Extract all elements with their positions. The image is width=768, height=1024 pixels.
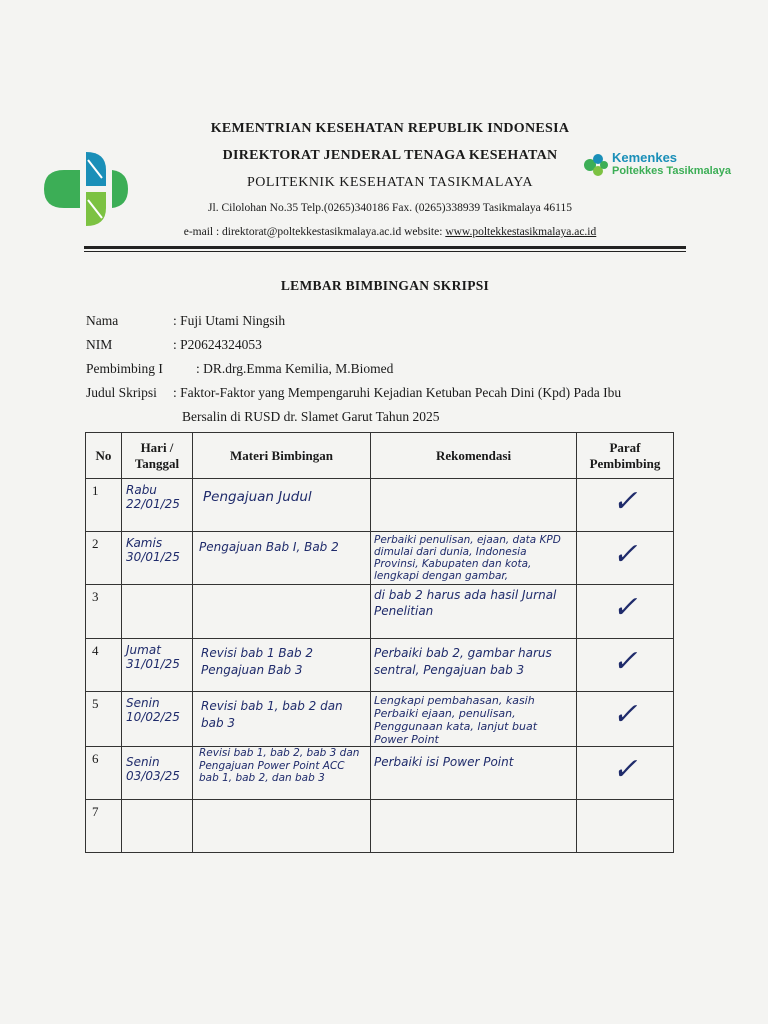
col-header-tanggal: Hari / Tanggal (122, 433, 193, 479)
row-rekomendasi: Perbaiki penulisan, ejaan, data KPD dimulai dari dunia, Indonesia Provinsi, Kabupaten dan kota, lengkapi dengan gambar, (371, 532, 577, 585)
signature-mark: ✓ (577, 585, 674, 639)
row-materi (193, 800, 371, 853)
signature-mark (577, 800, 674, 853)
signature-mark: ✓ (577, 747, 674, 800)
field-value-judul-cont: Bersalin di RUSD dr. Slamet Garut Tahun 2025 (182, 409, 440, 424)
row-rekomendasi: Perbaiki bab 2, gambar harus sentral, Pengajuan bab 3 (371, 639, 577, 692)
guidance-table (85, 432, 674, 853)
row-materi: Revisi bab 1 Bab 2 Pengajuan Bab 3 (193, 639, 371, 692)
row-number: 6 (86, 747, 122, 800)
kemenkes-small-logo-icon (582, 152, 608, 178)
signature-mark: ✓ (577, 532, 674, 585)
field-value-judul: : Faktor-Faktor yang Mempengaruhi Kejadian Ketuban Pecah Dini (Kpd) Pada Ibu (173, 385, 622, 400)
field-label-pembimbing: Pembimbing I (86, 361, 163, 376)
document-title: LEMBAR BIMBINGAN SKRIPSI (280, 278, 490, 293)
row-date (122, 800, 193, 853)
row-date: Kamis 30/01/25 (122, 532, 193, 585)
row-rekomendasi: Perbaiki isi Power Point (371, 747, 577, 800)
row-rekomendasi (371, 800, 577, 853)
signature-mark: ✓ (577, 692, 674, 747)
table-header-row (86, 433, 674, 479)
col-header-rekomendasi: Rekomendasi (371, 433, 577, 479)
website-link[interactable]: www.poltekkestasikmalaya.ac.id (445, 226, 597, 238)
kemenkes-brand (582, 148, 762, 184)
table-row (86, 800, 674, 853)
address-line: Jl. Cilolohan No.35 Telp.(0265)340186 Fax. (0265)338939 Tasikmalaya 46115 (208, 202, 572, 214)
table-row (86, 479, 674, 532)
row-date: Senin 10/02/25 (122, 692, 193, 747)
row-date (122, 585, 193, 639)
row-number: 2 (86, 532, 122, 585)
contact-line: e-mail : direktorat@poltekkestasikmalaya.ac.id website: www.poltekkestasikmalaya.ac.id (183, 226, 597, 238)
row-rekomendasi (371, 479, 577, 532)
row-materi: Revisi bab 1, bab 2, bab 3 dan Pengajuan Power Point ACC bab 1, bab 2, dan bab 3 (193, 747, 371, 800)
col-header-materi: Materi Bimbingan (193, 433, 371, 479)
row-number: 1 (86, 479, 122, 532)
kemenkes-logo (40, 148, 130, 230)
field-label-nama: Nama (86, 313, 119, 328)
header-divider-thin (84, 251, 686, 252)
institution-name: POLITEKNIK KESEHATAN TASIKMALAYA (247, 175, 533, 190)
signature-mark: ✓ (577, 639, 674, 692)
row-number: 5 (86, 692, 122, 747)
brand-subtitle: Poltekkes Tasikmalaya (612, 165, 732, 177)
row-number: 7 (86, 800, 122, 853)
row-number: 4 (86, 639, 122, 692)
col-header-no: No (86, 433, 122, 479)
row-materi: Revisi bab 1, bab 2 dan bab 3 (193, 692, 371, 747)
row-materi (193, 585, 371, 639)
table-row (86, 747, 674, 800)
field-value-pembimbing: : DR.drg.Emma Kemilia, M.Biomed (196, 361, 394, 376)
row-rekomendasi: Lengkapi pembahasan, kasih Perbaiki ejaan, penulisan, Penggunaan kata, lanjut buat Power Point (371, 692, 577, 747)
field-value-nama: : Fuji Utami Ningsih (173, 313, 286, 328)
signature-mark: ✓ (577, 479, 674, 532)
field-value-nim: : P20624324053 (173, 337, 262, 352)
row-date: Jumat 31/01/25 (122, 639, 193, 692)
row-rekomendasi: di bab 2 harus ada hasil Jurnal Penelitian (371, 585, 577, 639)
row-materi: Pengajuan Bab I, Bab 2 (193, 532, 371, 585)
row-number: 3 (86, 585, 122, 639)
row-date: Senin 03/03/25 (122, 747, 193, 800)
header-divider-thick (84, 246, 686, 249)
col-header-paraf: Paraf Pembimbing (577, 433, 674, 479)
table-row (86, 532, 674, 585)
ministry-name: KEMENTRIAN KESEHATAN REPUBLIK INDONESIA (210, 121, 570, 136)
directorate-name: DIREKTORAT JENDERAL TENAGA KESEHATAN (222, 148, 558, 163)
brand-name: Kemenkes (612, 150, 678, 165)
table-row (86, 639, 674, 692)
row-date: Rabu 22/01/25 (122, 479, 193, 532)
table-row (86, 585, 674, 639)
table-row (86, 692, 674, 747)
field-label-nim: NIM (86, 337, 113, 352)
field-label-judul: Judul Skripsi (86, 385, 157, 400)
row-materi: Pengajuan Judul (193, 479, 371, 532)
